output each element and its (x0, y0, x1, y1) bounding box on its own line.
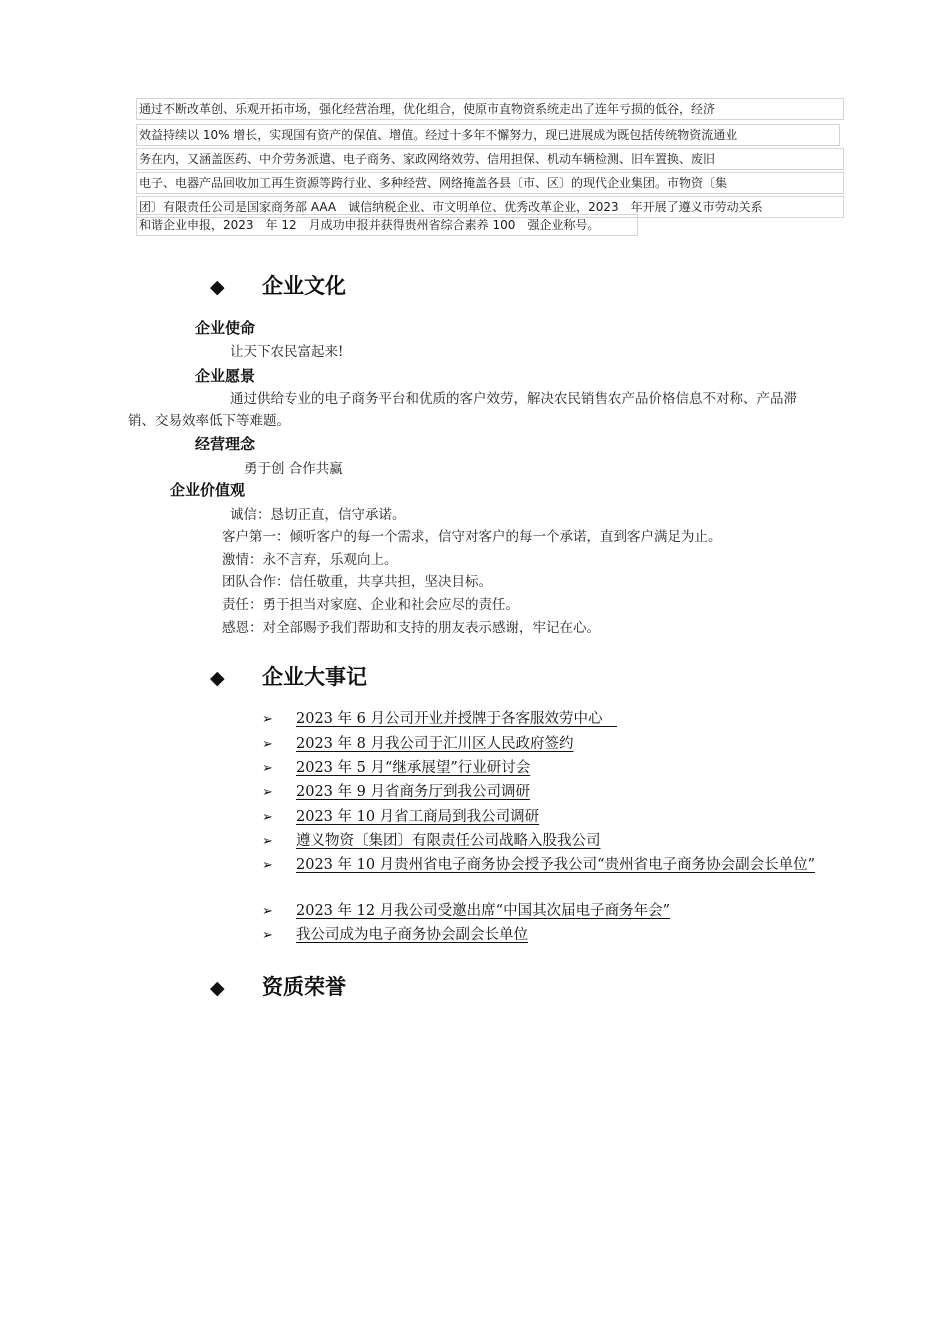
arrow-bullet-icon: ➢ (262, 834, 273, 849)
value-item: 团队合作：信任敬重，共享共担，坚决目标。 (222, 574, 492, 590)
event-item (262, 781, 530, 804)
intro-line-3: 务在内，又涵盖医药、中介劳务派遣、电子商务、家政网络效劳、信用担保、机动车辆检测、旧车置换、废旧 (136, 148, 844, 170)
section-title: 资质荣誉 (262, 975, 346, 999)
arrow-bullet-icon: ➢ (262, 737, 273, 752)
value-item: 客户第一：倾听客户的每一个需求，信守对客户的每一个承诺，直到客户满足为止。 (222, 529, 722, 545)
event-text: 2023 年 5 月“继承展望”行业研讨会 (296, 760, 531, 776)
intro-line-6: 和谐企业申报，2023 年 12 月成功申报并获得贵州省综合素养 100 强企业称号。 (136, 214, 638, 236)
philosophy-heading: 经营理念 (195, 435, 256, 453)
intro-line-1: 通过不断改革创、乐观开拓市场，强化经营治理，优化组合，使原市直物资系统走出了连年亏损的低谷，经济 (136, 98, 844, 120)
value-item: 激情：永不言弃，乐观向上。 (222, 552, 398, 568)
event-text: 我公司成为电子商务协会副会长单位 (296, 927, 528, 943)
values-heading: 企业价值观 (170, 481, 246, 499)
event-item (262, 757, 530, 780)
section-heading-culture (210, 272, 346, 301)
value-item: 感恩：对全部赐予我们帮助和支持的朋友表示感谢，牢记在心。 (222, 620, 600, 636)
mission-text: 让天下农民富起来! (230, 344, 344, 360)
arrow-bullet-icon: ➢ (262, 785, 273, 800)
event-text: 2023 年 8 月我公司于汇川区人民政府签约 (296, 736, 574, 752)
event-text: 2023 年 9 月省商务厅到我公司调研 (296, 784, 530, 800)
event-text: 2023 年 10 月省工商局到我公司调研 (296, 809, 540, 825)
arrow-bullet-icon: ➢ (262, 928, 273, 943)
event-text: 2023 年 12 月我公司受邀出席“中国其次届电子商务年会” (296, 903, 671, 919)
event-item (262, 708, 617, 731)
diamond-bullet-icon: ◆ (210, 977, 225, 999)
event-item (262, 733, 573, 756)
section-title: 企业大事记 (262, 665, 367, 689)
event-item (262, 924, 528, 947)
intro-line-5: 团〕有限责任公司是国家商务部 AAA 诚信纳税企业、市文明单位、优秀改革企业，2023 年开展了遵义市劳动关系 (136, 196, 844, 218)
intro-line-2: 效益持续以 10% 增长，实现国有资产的保值、增值。经过十多年不懈努力，现已进展成为既包括传统物资流通业 (136, 124, 840, 146)
vision-text-line-2: 销、交易效率低下等难题。 (128, 413, 290, 429)
diamond-bullet-icon: ◆ (210, 276, 225, 298)
value-item: 责任：勇于担当对家庭、企业和社会应尽的责任。 (222, 597, 519, 613)
event-text: 2023 年 6 月公司开业并授牌于各客服效劳中心 (296, 711, 617, 727)
diamond-bullet-icon: ◆ (210, 667, 225, 689)
arrow-bullet-icon: ➢ (262, 761, 273, 776)
philosophy-text: 勇于创 合作共赢 (244, 461, 343, 477)
intro-line-4: 电子、电器产品回收加工再生资源等跨行业、多种经营、网络掩盖各县〔市、区〕的现代企业集团。市物资〔集 (136, 172, 844, 194)
event-item (228, 853, 832, 878)
event-item (262, 830, 601, 853)
arrow-bullet-icon: ➢ (262, 810, 273, 825)
section-heading-events (210, 663, 367, 692)
arrow-bullet-icon: ➢ (262, 712, 273, 727)
event-item (262, 806, 539, 829)
event-text: 2023 年 10 月贵州省电子商务协会授予我公司“贵州省电子商务协会副会长单位” (296, 857, 816, 873)
section-heading-honors (210, 973, 346, 1002)
vision-text-line-1: 通过供给专业的电子商务平台和优质的客户效劳，解决农民销售农产品价格信息不对称、产品滞 (230, 391, 797, 407)
arrow-bullet-icon: ➢ (262, 904, 273, 919)
vision-heading: 企业愿景 (195, 367, 256, 385)
event-text: 遵义物资〔集团〕有限责任公司战略入股我公司 (296, 833, 601, 849)
value-item: 诚信：恳切正直，信守承诺。 (230, 507, 406, 523)
arrow-bullet-icon: ➢ (262, 858, 273, 873)
event-item (262, 900, 670, 923)
mission-heading: 企业使命 (195, 319, 256, 337)
section-title: 企业文化 (262, 274, 346, 298)
